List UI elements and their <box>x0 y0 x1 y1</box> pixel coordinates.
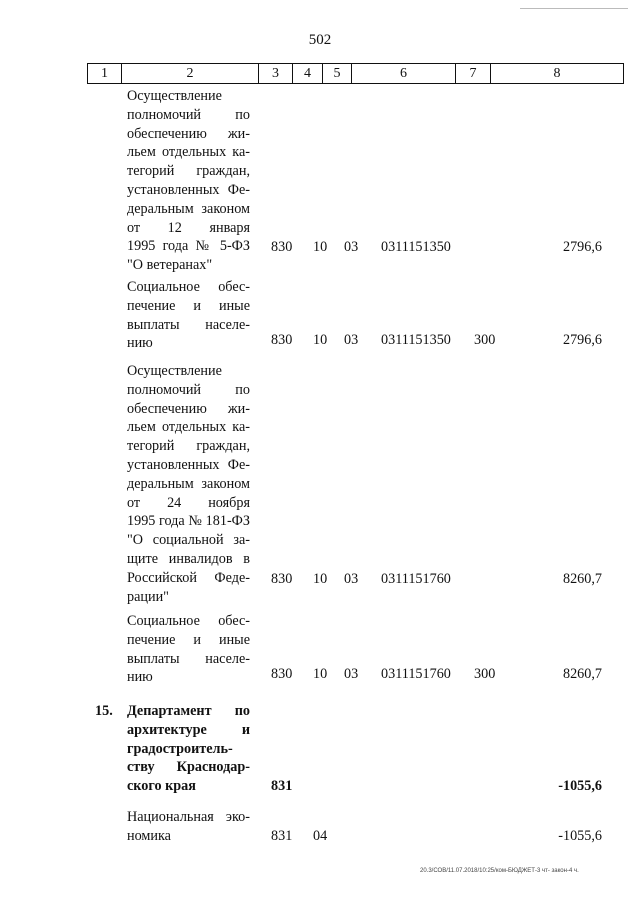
row-description: Осуществление полномочий по обеспечению жи- льем отдельных ка- тегорий граждан, установленных Фе- деральным законом от 24 ноября 1995 года № 181-ФЗ "О социальной за- щите инвалидов в Российской Феде- рации" <box>127 363 250 605</box>
cell-col4: 04 <box>313 828 328 844</box>
page-number: 502 <box>308 32 332 48</box>
cell-col3: 830 <box>271 239 293 255</box>
row-description: Департамент по архитектуре и градостроитель- ству Краснодар- ского края <box>127 703 250 795</box>
header-col-2: 2 <box>121 64 258 83</box>
footer-stamp: 20.3/СОВ/11.07.2018/10:25/ком-БЮДЖЕТ-3 чт- закон-4 ч. <box>420 868 579 874</box>
cell-col8: 8260,7 <box>562 666 602 682</box>
cell-col4: 10 <box>313 666 328 682</box>
row-description: Осуществление полномочий по обеспечению жи- льем отдельных ка- тегорий граждан, установленных Фе- деральным законом от 12 января 1995 года № 5-ФЗ "О ветеранах" <box>127 88 250 274</box>
cell-col5: 03 <box>344 239 359 255</box>
cell-col6: 0311151760 <box>381 666 451 682</box>
cell-col8: 2796,6 <box>562 239 602 255</box>
cell-col8: 8260,7 <box>562 571 602 587</box>
header-col-7: 7 <box>455 64 490 83</box>
cell-col4: 10 <box>313 239 328 255</box>
corner-mark <box>520 8 628 9</box>
cell-col3: 831 <box>271 828 293 844</box>
header-col-6: 6 <box>351 64 455 83</box>
cell-col6: 0311151760 <box>381 571 451 587</box>
row-description: Социальное обес- печение и иные выплаты населе- нию <box>127 613 250 686</box>
section-number: 15. <box>95 703 113 719</box>
header-col-3: 3 <box>258 64 292 83</box>
cell-col8: 2796,6 <box>562 332 602 348</box>
cell-col4: 10 <box>313 332 328 348</box>
cell-col5: 03 <box>344 332 359 348</box>
cell-col4: 10 <box>313 571 328 587</box>
cell-col3: 830 <box>271 332 293 348</box>
header-col-8: 8 <box>490 64 624 83</box>
cell-col6: 0311151350 <box>381 239 451 255</box>
header-col-1: 1 <box>87 64 121 83</box>
header-col-4: 4 <box>292 64 322 83</box>
cell-col3: 831 <box>271 778 293 794</box>
cell-col5: 03 <box>344 571 359 587</box>
row-description: Национальная эко- номика <box>127 809 250 844</box>
row-description: Социальное обес- печение и иные выплаты населе- нию <box>127 279 250 352</box>
table-header <box>87 63 624 84</box>
cell-col8: -1055,6 <box>558 828 602 844</box>
cell-col8: -1055,6 <box>558 778 602 794</box>
cell-col7: 300 <box>474 666 496 682</box>
cell-col6: 0311151350 <box>381 332 451 348</box>
cell-col3: 830 <box>271 571 293 587</box>
cell-col3: 830 <box>271 666 293 682</box>
header-col-5: 5 <box>322 64 351 83</box>
cell-col7: 300 <box>474 332 496 348</box>
cell-col5: 03 <box>344 666 359 682</box>
